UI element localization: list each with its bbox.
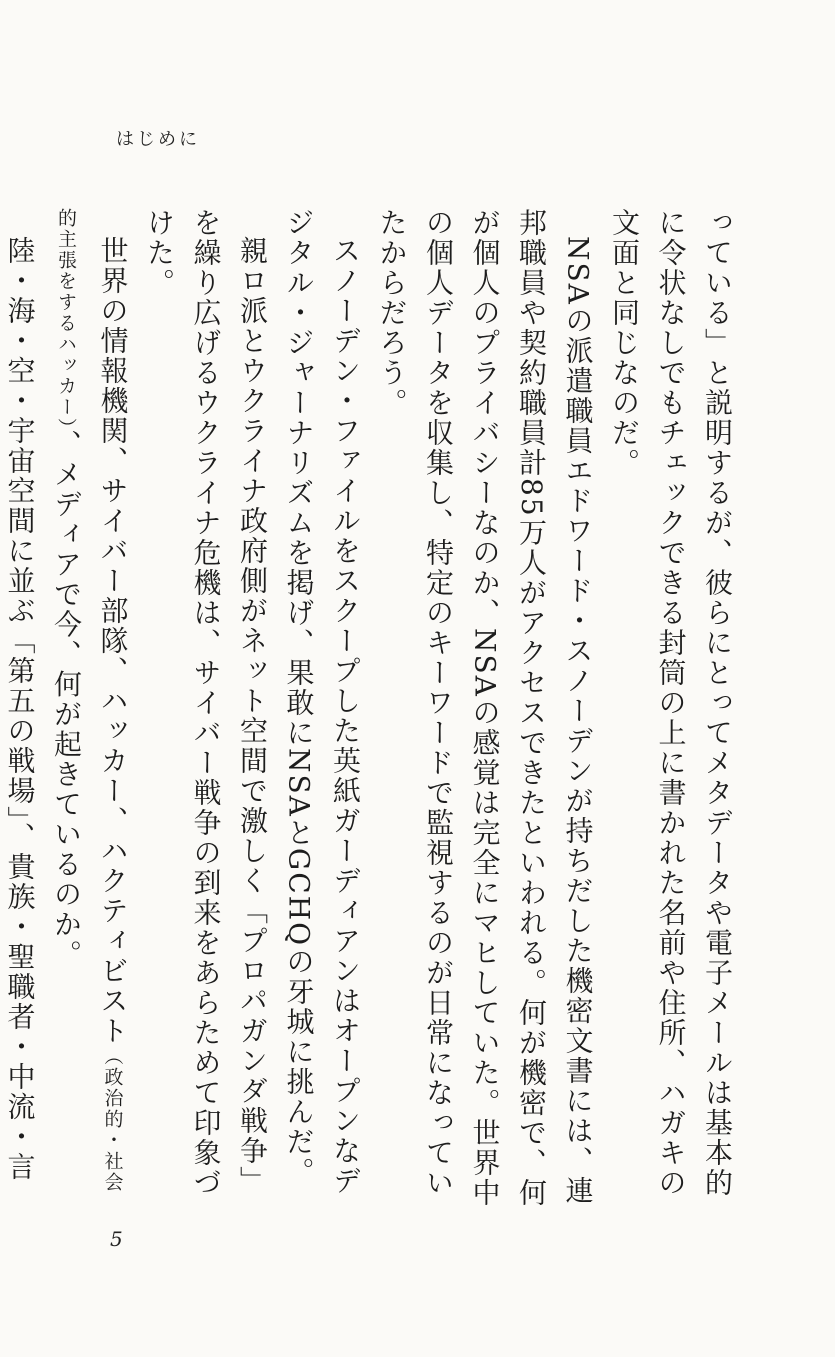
paragraph-6: 陸・海・空・宇宙空間に並ぶ「第五の戦場」、貴族・聖職者・中流・言 — [3, 236, 37, 1182]
paragraph-5 — [43, 208, 136, 1208]
running-head: はじめに — [116, 129, 200, 150]
page-number: 5 — [110, 1227, 123, 1251]
paragraph-5-after: 、メディアで今、何が起きているのか。 — [50, 429, 83, 970]
paragraph-2: NSAの派遣職員エドワード・スノーデンが持ちだした機密文書には、連邦職員や契約職員計85万人がアクセスできたといわれる。何が機密で、何が個人のプライバシーなのか、NSAの感覚は完全にマヒしていた。世界中の個人データを収集し、特定のキーワードで監視するのが日常になっていたからだろう。 — [375, 208, 595, 1208]
paragraph-1: っている」と説明するが、彼らにとってメタデータや電子メールは基本的に令状なしでもチェックできる封筒の上に書かれた名前や住所、ハガキの文面と同じなのだ。 — [608, 208, 734, 1198]
paragraph-3: スノーデン・ファイルをスクープした英紙ガーディアンはオープンなデジタル・ジャーナリズムを掲げ、果敢にNSAとGCHQの牙城に挑んだ。 — [282, 208, 362, 1196]
body-text — [3, 208, 740, 1208]
paragraph-4: 親ロ派とウクライナ政府側がネット空間で激しく「プロパガンダ戦争」を繰り広げるウクライナ危機は、サイバー戦争の到来をあらためて印象づけた。 — [143, 208, 269, 1198]
paragraph-5-annotation: （政治的・社会的主張をするハッカー） — [55, 208, 124, 1193]
paragraph-5-before: 世界の情報機関、サイバー部隊、ハッカー、ハクティビスト — [96, 236, 130, 1046]
